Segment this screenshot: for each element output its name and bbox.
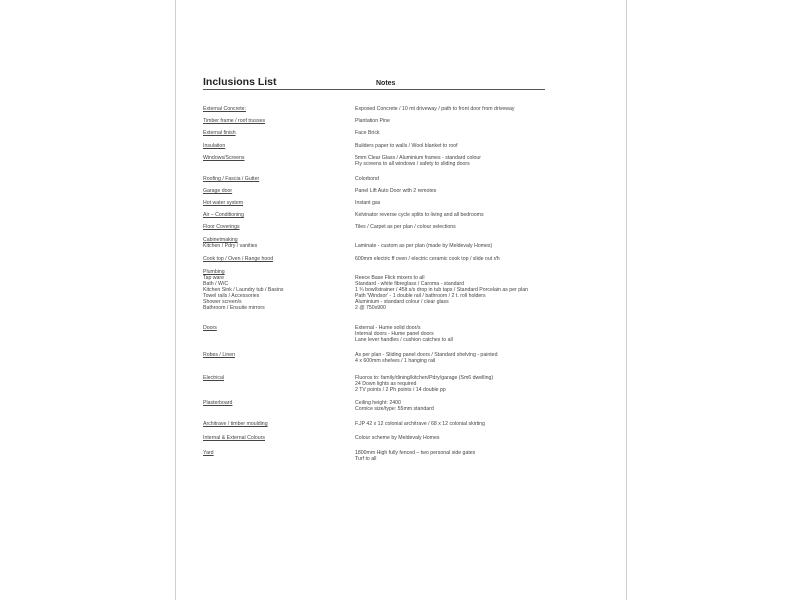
inclusion-note: F.JP 42 x 12 colonial architrave / 68 x 12 colonial skirting [355, 421, 485, 427]
inclusion-label: Floor Coverings [203, 224, 240, 230]
inclusion-note: Tiles / Carpet as per plan / colour selections [355, 224, 456, 230]
notes-column-header: Notes [376, 80, 396, 87]
inclusion-note: External - Hume solid door/s Internal doors - Hume panel doors Lane lever handles / cushion catches to all [355, 325, 453, 343]
inclusion-note: Exposed Concrete / 10 mt driveway / path to front door from driveway [355, 106, 515, 112]
title-divider [203, 89, 545, 90]
inclusion-note: Colour scheme by Meldevaly Homes [355, 435, 440, 441]
inclusion-label: Internal & External Colours [203, 435, 265, 441]
inclusion-note: 5mm Clear Glass / Aluminium frames - standard colour Fly screens to all windows / safety to sliding doors [355, 155, 481, 167]
inclusion-label: Plumbing [203, 269, 225, 275]
inclusion-label: Doors [203, 325, 217, 331]
inclusion-label: Insulation [203, 143, 226, 149]
inclusion-label: Windows/Screens [203, 155, 245, 161]
inclusion-note: 1800mm High fully fenced – two personal side gates Turf to all [355, 450, 476, 462]
inclusion-label: Cook top / Oven / Range hood [203, 256, 274, 262]
inclusion-note: As per plan - Sliding panel doors / Standard shelving - painted 4 x 600mm shelves / 1 hanging rail [355, 352, 498, 364]
inclusion-label: External finish [203, 130, 236, 136]
document-page [175, 0, 627, 600]
inclusion-note: Colorbond [355, 176, 379, 182]
inclusion-label: Robes / Linen [203, 352, 236, 358]
inclusion-label: Air – Conditioning [203, 212, 244, 218]
inclusion-note: Fluoros to: family/dining/kitchen/Pdry/garage (Sm6 dwelling) 24 Down lights as required 2 TV points / 2 Ph points / 14 double pp [355, 375, 494, 393]
inclusion-note: 600mm electric ff oven / electric ceramic cook top / slide out r/h [355, 256, 500, 262]
inclusion-note: Kelvinator reverse cycle splits to living and all bedrooms [355, 212, 484, 218]
inclusion-sublabels: Tap ware Bath / W/C Kitchen Sink / Laundry tub / Basins Towel rails / Accessories Shower screen/s Bathroom / Ensuite mirrors [203, 275, 284, 311]
inclusion-label: Plasterboard [203, 400, 233, 406]
document-title: Inclusions List [203, 76, 277, 88]
inclusion-label: Garage door [203, 188, 233, 194]
inclusion-label: Electrical [203, 375, 225, 381]
inclusion-label: External Concrete: [203, 106, 246, 112]
inclusion-note: Panel Lift Auto Door with 2 remotes [355, 188, 437, 194]
inclusion-label: Hot water system [203, 200, 244, 206]
inclusion-label: Architrave / timber moulding [203, 421, 268, 427]
inclusion-note: Reece Base Flick mixers to all Standard - white fibreglass / Caroma - standard 1 ¾ bowl/strainer / 45lt s/s drop in tub taps / Standard Porcelain as per plan Path 'Windsor' - 1 double rail / bathroom / 2 t. roll holders Aluminium - standard colour / clear glass 2 @ 750x900 [355, 275, 529, 311]
inclusion-note: Ceiling height: 2400 Cornice size/type: 55mm standard [355, 400, 434, 412]
inclusion-label: Yard [203, 450, 214, 456]
inclusion-label: Cabinetmaking [203, 237, 238, 243]
inclusion-note: Instant gas [355, 200, 381, 206]
inclusion-note: Laminate - custom as per plan (made by Meldevaly Homes) [355, 243, 493, 249]
inclusion-note: Builders paper to walls / Wool blanket to roof [355, 143, 458, 149]
inclusion-sublabels: Kitchen / Pdry / vanities [203, 243, 258, 249]
inclusion-note: Plantation Pine [355, 118, 390, 124]
inclusion-note: Face Brick [355, 130, 380, 136]
inclusion-label: Roofing / Fascia / Gutter [203, 176, 260, 182]
inclusion-label: Timber frame / roof trusses [203, 118, 266, 124]
